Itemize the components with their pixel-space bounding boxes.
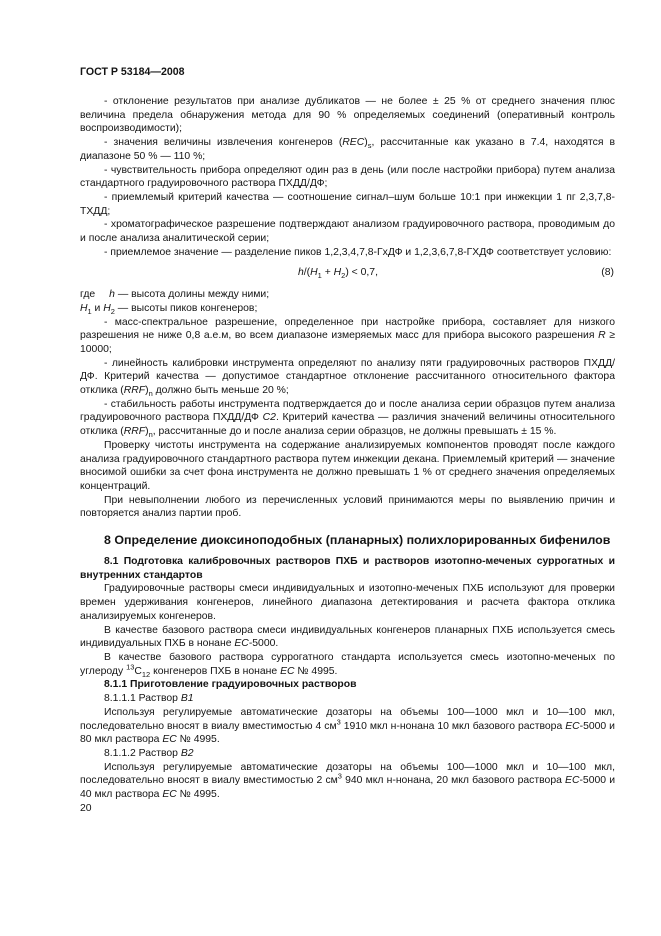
text-run: ) < 0,7,	[345, 267, 378, 279]
symbol-H: H	[333, 267, 342, 279]
solution-b1-paragraph	[80, 706, 615, 747]
text-run: , рассчитанные до и после анализа серии образцов, не должны превышать ± 15 %.	[152, 426, 557, 438]
text-run: -5000 и 40 мкл раствора	[80, 775, 616, 801]
text-run: № 4995.	[176, 734, 220, 746]
page-number: 20	[80, 802, 92, 814]
symbol-h: h	[298, 267, 304, 279]
cleanliness-check-paragraph: Проверку чистоты инструмента на содержание анализируемых компонентов проводят после каждого анализа градуировочного стандартного раствора путем инжекции декана. Приемлемый критерий — значение вносимой ошибки за счет фона инструмента не должно превышать 1 % от среднего значения определяемых концентраций.	[80, 439, 615, 492]
product-code: EC	[162, 789, 177, 801]
text-run: -5000 и 80 мкл раствора	[80, 720, 615, 746]
symbol-rrf: RRF	[123, 426, 146, 438]
superscript: 3	[336, 717, 341, 727]
text-run: где	[80, 289, 96, 301]
text-run: конгенеров ПХБ в нонане	[150, 665, 281, 677]
text-run: . Критерий качества — различия значений величины относительного отклика (	[80, 412, 616, 438]
text-run: - линейность калибровки инструмента определяют по анализу пяти градуировочных растворов ПХДД/ДФ. Критерий качества — допустимое стандартное отклонение рассчитанного относительного фактора отклика (	[80, 357, 615, 397]
subscript: 12	[141, 669, 151, 679]
solution-code: B2	[180, 747, 194, 759]
symbol-H: H	[103, 302, 111, 314]
subscript: 1	[87, 306, 92, 316]
text-run: — высота долины между ними;	[114, 289, 270, 301]
criterion-recovery	[80, 136, 615, 163]
symbol-rrf: RRF	[123, 385, 146, 397]
text-run: /(	[303, 267, 311, 279]
text-run: 1910 мкл н-нонана 10 мкл базового раствора	[340, 720, 566, 732]
product-code: EC	[565, 720, 580, 732]
criterion-chromatographic-resolution: - хроматографическое разрешение подтверждают анализом градуировочного раствора, проводимым до и после анализа аналитической серии;	[80, 219, 615, 245]
failure-action-paragraph: При невыполнении любого из перечисленных условий принимаются меры по выявлению причин и повторяется анализ партии проб.	[80, 494, 615, 520]
criterion-duplicates: - отклонение результатов при анализе дубликатов — не более ± 25 % от среднего значения плюс величина предела обнаружения метода для 90 % определяемых соединений (оперативный контроль воспроизводимости);	[80, 96, 615, 135]
text-run: 8.1.1.2 Раствор	[104, 747, 181, 759]
solution-code: B1	[180, 693, 194, 705]
subsection-8-1-1-title: 8.1.1 Приготовление градуировочных растворов	[104, 679, 357, 691]
text-run: , рассчитанные как указано в 7.4, находятся в диапазоне 50 % — 110 %;	[80, 137, 616, 162]
symbol-R: R	[598, 330, 606, 342]
criterion-peak-separation: - приемлемое значение — разделение пиков 1,2,3,4,7,8-ГхДФ и 1,2,3,6,7,8-ГХДФ соответствует условию:	[104, 246, 612, 258]
text-run: должно быть меньше 20 %;	[152, 385, 289, 397]
text-run: )	[364, 137, 368, 149]
criterion-signal-to-noise: - приемлемый критерий качества — соотношение сигнал–шум больше 10:1 при инжекции 1 пг 2,3,7,8-ТХДД;	[80, 191, 615, 217]
solution-b2-paragraph	[80, 761, 615, 802]
subsection-8-1-surrogate-paragraph	[80, 651, 615, 678]
text-run: +	[321, 267, 334, 279]
text-run: В качестве базового раствора суррогатного стандарта используется смесь изотопно-меченых по углероду	[80, 652, 615, 677]
text-run: № 4995.	[176, 789, 220, 801]
product-code: EC	[565, 775, 580, 787]
superscript: 13	[126, 662, 135, 672]
text-run: В качестве базового раствора смеси индивидуальных конгенеров планарных ПХБ используется смесь индивидуальных ПХБ в нонане	[80, 624, 615, 650]
solution-b2-title	[80, 747, 615, 761]
subscript: n	[148, 430, 153, 440]
criterion-linearity	[80, 357, 615, 398]
symbol-rec: REC	[342, 137, 365, 149]
text-run: № 4995.	[294, 665, 338, 677]
formula-8	[80, 266, 615, 280]
text-run: Используя регулируемые автоматические дозаторы на объемы 100—1000 мкл и 10—100 мкл, последовательно вносят в виалу вместимостью 4 см	[80, 706, 615, 732]
text-run: - значения величины извлечения конгенеров (	[104, 137, 343, 149]
text-run: - стабильность работы инструмента подтверждается до и после анализа серии образцов путем анализа градуировочного раствора ПХДД/ДФ	[80, 398, 615, 424]
subscript: 1	[317, 271, 322, 281]
subsection-8-1-base-solution-paragraph	[80, 624, 615, 651]
criterion-mass-resolution	[80, 316, 615, 357]
where-H-definition	[80, 302, 615, 316]
text-run: 8.1.1.1 Раствор	[104, 693, 181, 705]
product-code: EC	[162, 734, 177, 746]
criterion-sensitivity: - чувствительность прибора определяют один раз в день (или после настройки прибора) путем анализа стандартного градуировочного раствора ПХДД/ДФ;	[80, 164, 615, 190]
subscript: n	[148, 389, 153, 399]
superscript: 3	[337, 771, 342, 781]
text-run: - масс-спектральное разрешение, определенное при настройке прибора, составляет для низкого разрешения не ниже 0,8 а.е.м, во всем диапазоне измеряемых масс для прибора высокого разрешения	[80, 316, 615, 342]
text-run: и	[91, 302, 104, 314]
subscript: s	[367, 141, 372, 151]
solution-b1-title	[80, 692, 615, 706]
symbol-h: h	[109, 289, 115, 301]
text-run: ≥ 10000;	[80, 330, 615, 355]
text-run: — высоты пиков конгенеров;	[114, 302, 258, 314]
section-8-title: 8 Определение диоксиноподобных (планарных) полихлорированных бифенилов	[104, 533, 611, 548]
criterion-stability	[80, 398, 615, 439]
symbol-c2: C2	[262, 412, 276, 424]
text-run: 940 мкл н-нонана, 20 мкл базового раствора	[341, 775, 566, 787]
subsection-8-1-paragraph: Градуировочные растворы смеси индивидуальных и изотопно-меченых ПХБ используют для проверки времен удерживания конгенеров, линейного диапазона детектирования и расчета фактора отклика анализируемых конгенеров.	[80, 583, 615, 622]
subscript: 2	[110, 306, 115, 316]
subscript: 2	[341, 271, 346, 281]
text-run: )	[145, 385, 149, 397]
where-h-definition	[80, 288, 615, 302]
text-run: C	[134, 665, 142, 677]
page-body	[80, 95, 615, 815]
product-code: EC	[234, 638, 249, 650]
formula-expression	[298, 266, 378, 280]
text-run: )	[145, 426, 149, 438]
symbol-H: H	[80, 302, 88, 314]
text-run: Используя регулируемые автоматические дозаторы на объемы 100—1000 мкл и 10—100 мкл, последовательно вносят в виалу вместимостью 2 см	[80, 761, 615, 787]
symbol-H: H	[310, 267, 318, 279]
product-code: EC	[280, 665, 295, 677]
document-code-header: ГОСТ Р 53184—2008	[80, 66, 185, 78]
subsection-8-1-title: 8.1 Подготовка калибровочных растворов ПХБ и растворов изотопно-меченых суррогатных и внутренних стандартов	[80, 556, 615, 581]
text-run: -5000.	[248, 638, 279, 650]
formula-number: (8)	[601, 267, 614, 279]
